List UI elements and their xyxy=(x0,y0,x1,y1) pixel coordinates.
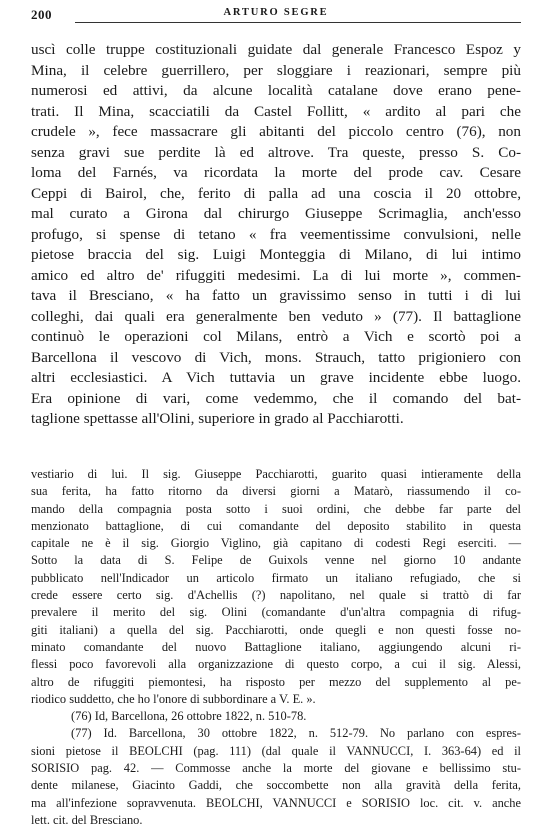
footnote-line: pubblicato nell'Indicador un articolo firmato un italiano refugiado, che si xyxy=(31,570,521,585)
text-line: uscì colle truppe costituzionali guidate dal generale Francesco Espoz y xyxy=(31,41,521,58)
text-line: amico ed altro de' rifuggiti medesimi. La di lui morte », commen- xyxy=(31,266,521,284)
footnotes xyxy=(31,466,521,829)
page-number: 200 xyxy=(31,7,52,22)
footnote-76: (76) Id, Barcellona, 26 ottobre 1822, n. 510-78. xyxy=(71,709,307,724)
footnote-line: capitale ne è il sig. Giorgio Viglino, già capitano di codesti Regi eserciti. — xyxy=(31,536,521,551)
text-line: tava il Bresciano, « ha fatto un gravissimo senso in tutti i di lui xyxy=(31,287,521,304)
text-line: Ceppi di Bairol, che, ferito di palla ad una coscia il 20 ottobre, xyxy=(31,184,521,202)
footnote-line: mando della compagnia posta sotto i suoi ordini, che debbe far parte del xyxy=(31,501,521,516)
footnote-line: riodico suddetto, che ho l'onore di subbordinare a V. E. ». xyxy=(31,691,316,706)
text-line: mal curato a Girona dal chirurgo Giuseppe Scrimaglia, anch'esso xyxy=(31,205,521,222)
footnote-line: prevalere il merito del sig. Olini (comandante d'un'altra compagnia di rifug- xyxy=(31,605,521,620)
footnote-line: flessi poco favorevoli alla organizzazione di questo corpo, a cui il sig. Alessi, xyxy=(31,657,521,672)
footnote-line: Sotto la data di S. Felipe de Guixols venne nel giorno 10 andante xyxy=(31,553,521,568)
text-line: taglione spettasse all'Olini, superiore in grado al Pacchiarotti. xyxy=(31,410,404,427)
footnote-line: altro de rifuggiti piemontesi, ha risposto per mezzo del supplemento al pe- xyxy=(31,674,521,689)
text-line: altri ecclesiastici. A Vich tuttavia un grave incidente ebbe luogo. xyxy=(31,369,521,386)
text-line: colleghi, dai quali era generalmente ben veduto » (77). Il battaglione xyxy=(31,307,521,325)
footnote-line: dente milanese, Giacinto Gaddi, che soccombette non alla gravità della ferita, xyxy=(31,778,521,793)
text-line: pietose braccia del sig. Luigi Monteggia di Milano, di lui intimo xyxy=(31,246,521,263)
text-line: crudele », fece massacrare gli abitanti del piccolo centro (76), non xyxy=(31,123,521,140)
footnote-line: menzionato battaglione, di cui comandante del deposito stabilito in questa xyxy=(31,518,521,533)
footnote-line: SORISIO pag. 42. — Commosse anche la morte del giovane e bellissimo stu- xyxy=(31,761,521,776)
text-line: numerosi ed attivi, da alcune località catalane dove erano pene- xyxy=(31,82,521,99)
header-rule xyxy=(75,22,521,23)
footnote-line: ma all'infezione sopravvenuta. BEOLCHI, VANNUCCI e SORISIO loc. cit. v. anche xyxy=(31,795,521,810)
text-line: trati. Il Mina, scacciatili da Castel Follitt, « ardito al pari che xyxy=(31,102,521,120)
text-line: loma del Farnés, va ricordata la morte del prode cav. Cesare xyxy=(31,164,521,181)
text-line: Mina, il celebre guerrillero, per sloggiare i reazionari, sempre più xyxy=(31,61,521,79)
text-line: profugo, si spense di tetano « fra veementissime convulsioni, nelle xyxy=(31,225,521,243)
page-header xyxy=(31,4,521,26)
footnote-line: vestiario di lui. Il sig. Giuseppe Pacchiarotti, guarito quasi intieramente della xyxy=(31,467,521,481)
running-head: ARTURO SEGRE xyxy=(223,7,329,18)
text-line: Barcellona il vescovo di Vich, mons. Strauch, tatto prigioniero con xyxy=(31,348,521,366)
text-line: Era opinione di vari, come vedemmo, che il comando del bat- xyxy=(31,389,521,407)
footnote-line: giti italiani) a quella del sig. Pacchiarotti, onde quegli e non questi fosse no- xyxy=(31,622,521,637)
text-line: continuò le operazioni col Milans, entrò a Vich e scortò poi a xyxy=(31,328,521,345)
footnote-line: crede essere certo sig. d'Achellis (?) napolitano, nel quale si trattò di far xyxy=(31,588,521,603)
footnote-line: lett. cit. del Bresciano. xyxy=(31,812,143,827)
footnote-77: (77) Id. Barcellona, 30 ottobre 1822, n. 512-79. No parlano con espres- xyxy=(71,726,521,741)
text-line: senza gravi sue perdite là ed altrove. Tra queste, presso S. Co- xyxy=(31,143,521,161)
main-text xyxy=(31,40,521,430)
footnote-line: sioni pietose il BEOLCHI (pag. 111) (dal quale il VANNUCCI, I. 363-64) ed il xyxy=(31,743,521,758)
footnote-line: minato comandante del nuovo Battaglione italiano, aggiungendo alcuni ri- xyxy=(31,639,521,654)
footnote-line: sua ferita, ha fatto ritorno da diversi giorni a Matarò, riassumendo il co- xyxy=(31,484,521,499)
